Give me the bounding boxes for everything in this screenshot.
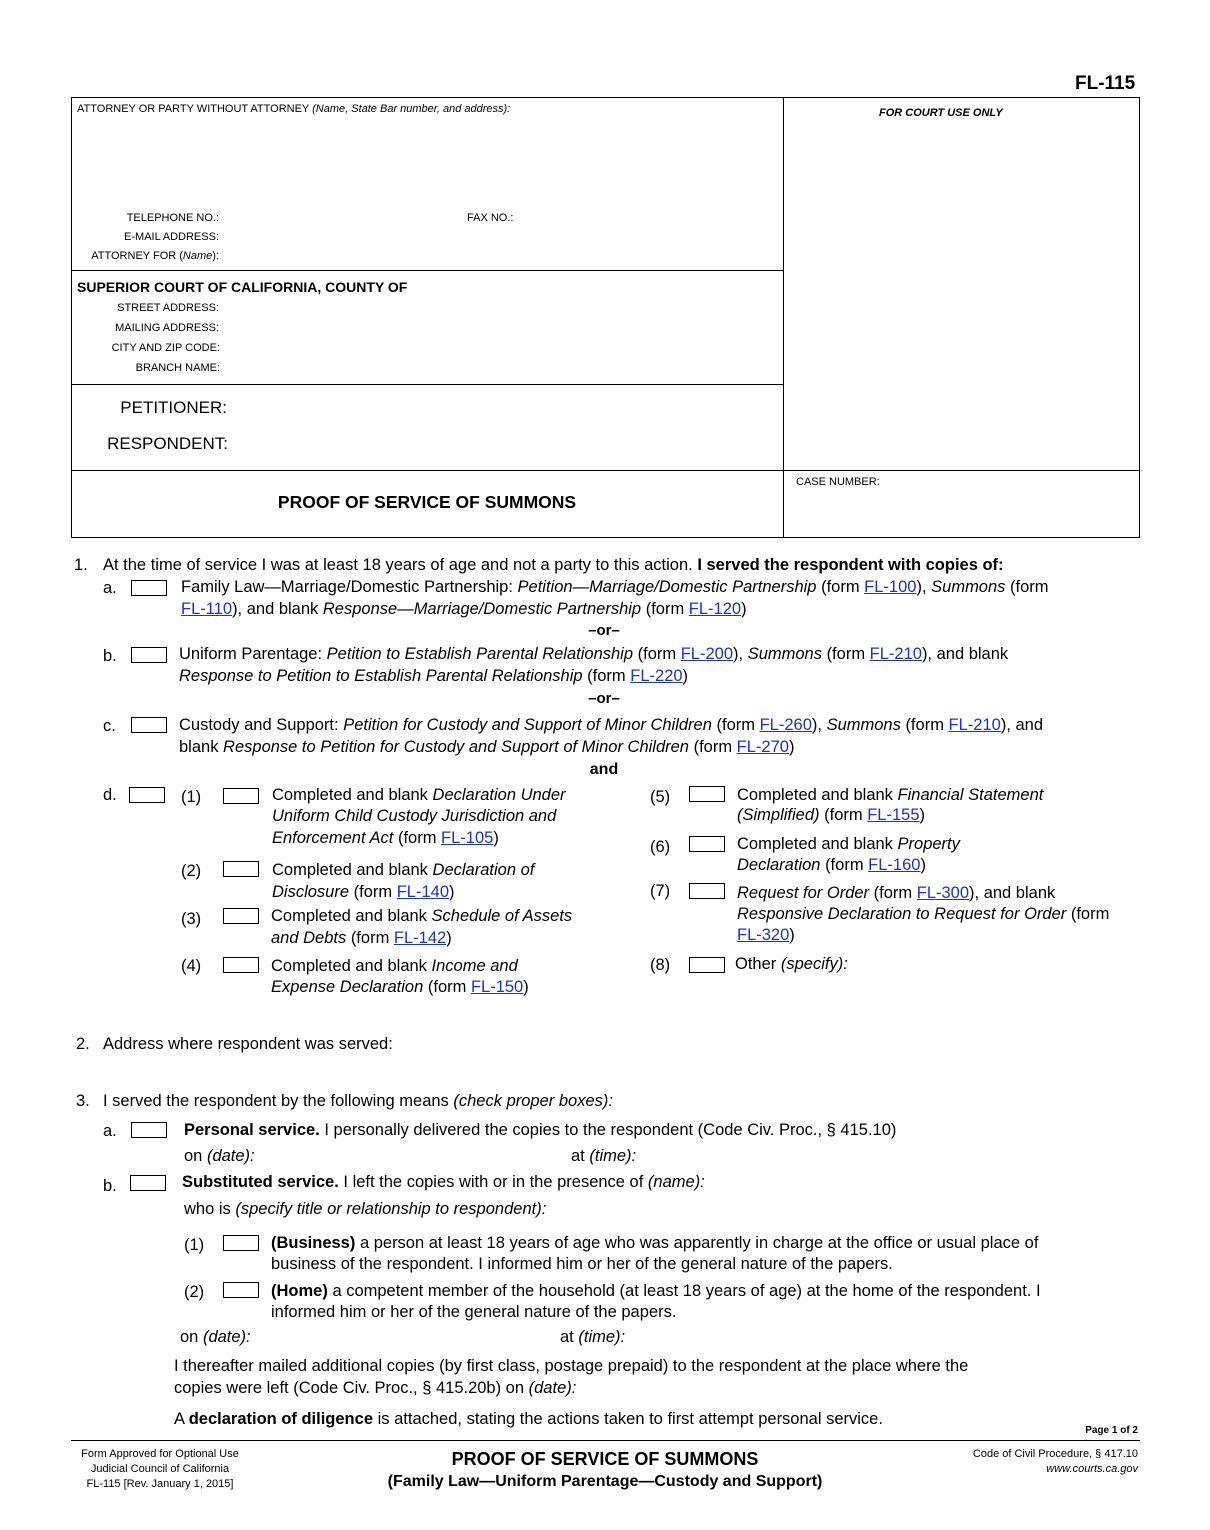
item1d6-line2: Declaration (form FL-160) bbox=[737, 856, 926, 874]
form-link[interactable]: FL-210 bbox=[869, 645, 922, 663]
form-link[interactable]: FL-200 bbox=[680, 645, 733, 663]
attorney-for-label: ATTORNEY FOR (Name): bbox=[91, 250, 219, 262]
footer-title: PROOF OF SERVICE OF SUMMONS bbox=[451, 1449, 759, 1469]
petitioner-label: PETITIONER: bbox=[120, 398, 227, 417]
item1a-line2: FL-110), and blank Response—Marriage/Domestic Partnership (form FL-120) bbox=[181, 600, 747, 618]
item1c-checkbox[interactable] bbox=[131, 717, 167, 733]
item1d5-checkbox[interactable] bbox=[689, 786, 725, 802]
form-link[interactable]: FL-210 bbox=[948, 716, 1001, 734]
form-link[interactable]: FL-140 bbox=[396, 883, 449, 901]
divider bbox=[71, 384, 783, 385]
or-separator: –or– bbox=[588, 622, 620, 639]
item1a-checkbox[interactable] bbox=[131, 580, 167, 596]
subitem-number: (7) bbox=[650, 882, 671, 900]
footer-subtitle: (Family Law—Uniform Parentage—Custody and Support) bbox=[387, 1473, 823, 1490]
item1b-checkbox[interactable] bbox=[131, 647, 167, 663]
form-link[interactable]: FL-260 bbox=[759, 716, 812, 734]
form-link[interactable]: FL-155 bbox=[867, 806, 920, 824]
form-link[interactable]: FL-300 bbox=[916, 884, 970, 902]
item1c-line2: blank Response to Petition for Custody and Support of Minor Children (form FL-270) bbox=[179, 738, 795, 756]
item1c-line1: Custody and Support: Petition for Custody and Support of Minor Children (form FL-260), Summons (form FL-210), and bbox=[179, 716, 1044, 734]
item3b2-line1: (Home) a competent member of the household (at least 18 years of age) at the home of the respondent. I bbox=[271, 1282, 1041, 1300]
subitem-number: (5) bbox=[650, 788, 671, 806]
item1d4-line1: Completed and blank Income and bbox=[271, 957, 518, 975]
item3b2-line2: informed him or her of the general nature of the papers. bbox=[271, 1303, 677, 1321]
case-number-label: CASE NUMBER: bbox=[796, 476, 880, 488]
branch-name-label: BRANCH NAME: bbox=[135, 362, 220, 374]
item-letter: a. bbox=[103, 1122, 117, 1140]
item-number: 2. bbox=[76, 1035, 90, 1053]
item1d7-checkbox[interactable] bbox=[689, 883, 725, 899]
item1d5-line2: (Simplified) (form FL-155) bbox=[737, 806, 925, 824]
item-letter: d. bbox=[103, 786, 117, 804]
item3b1-checkbox[interactable] bbox=[223, 1235, 259, 1251]
item1d8-checkbox[interactable] bbox=[689, 957, 725, 973]
form-link[interactable]: FL-142 bbox=[393, 929, 447, 947]
item1d2-line1: Completed and blank Declaration of bbox=[272, 861, 535, 879]
form-link[interactable]: FL-320 bbox=[737, 926, 790, 944]
item1b-line2: Response to Petition to Establish Parental Relationship (form FL-220) bbox=[179, 667, 689, 685]
item1b-line1: Uniform Parentage: Petition to Establish Parental Relationship (form FL-200), Summons (form FL-210), and blank bbox=[179, 645, 1009, 663]
item1d3-line2: and Debts (form FL-142) bbox=[271, 929, 452, 947]
item1d5-line1: Completed and blank Financial Statement bbox=[737, 786, 1044, 804]
item1d2-line2: Disclosure (form FL-140) bbox=[272, 883, 455, 901]
item3a-date: on (date): bbox=[184, 1147, 255, 1165]
form-link[interactable]: FL-150 bbox=[470, 978, 524, 996]
caption-box bbox=[71, 97, 1140, 538]
item1d3-line1: Completed and blank Schedule of Assets bbox=[271, 907, 573, 925]
subitem-number: (2) bbox=[184, 1283, 205, 1301]
item-number: 3. bbox=[76, 1092, 90, 1110]
footer-left-line3: FL-115 [Rev. January 1, 2015] bbox=[86, 1478, 234, 1490]
subitem-number: (3) bbox=[181, 910, 202, 928]
form-link[interactable]: FL-105 bbox=[441, 829, 494, 847]
page-number: Page 1 of 2 bbox=[1085, 1425, 1138, 1436]
divider bbox=[71, 270, 783, 271]
subitem-number: (4) bbox=[181, 957, 202, 975]
item3-diligence: A declaration of diligence is attached, stating the actions taken to first attempt personal service. bbox=[174, 1410, 883, 1428]
footer-left-line2: Judicial Council of California bbox=[90, 1463, 230, 1475]
item3b-date: on (date): bbox=[180, 1328, 251, 1346]
item3-mail-line1: I thereafter mailed additional copies (by first class, postage prepaid) to the respondent at the place where the bbox=[174, 1357, 969, 1375]
attorney-label: ATTORNEY OR PARTY WITHOUT ATTORNEY (Name, State Bar number, and address): bbox=[77, 103, 511, 115]
item1d7-line3: FL-320) bbox=[737, 926, 795, 944]
item2-text: Address where respondent was served: bbox=[103, 1035, 393, 1053]
respondent-label: RESPONDENT: bbox=[107, 434, 228, 453]
form-link[interactable]: FL-160 bbox=[868, 856, 921, 874]
or-separator: –or– bbox=[588, 690, 620, 707]
item3b2-checkbox[interactable] bbox=[223, 1282, 259, 1298]
item-number: 1. bbox=[74, 556, 88, 574]
footer-website[interactable]: www.courts.ca.gov bbox=[1046, 1463, 1138, 1475]
and-separator: and bbox=[589, 761, 619, 778]
item1d1-checkbox[interactable] bbox=[223, 788, 259, 804]
item1d2-checkbox[interactable] bbox=[223, 861, 259, 877]
item1d4-checkbox[interactable] bbox=[223, 957, 259, 973]
item1d6-checkbox[interactable] bbox=[689, 836, 725, 852]
document-title: PROOF OF SERVICE OF SUMMONS bbox=[277, 492, 577, 512]
item1a-line1: Family Law—Marriage/Domestic Partnership: Petition—Marriage/Domestic Partnership (form FL-100), Summons (form bbox=[181, 578, 1049, 596]
item1d1-line1: Completed and blank Declaration Under bbox=[272, 786, 566, 804]
form-id: FL-115 bbox=[1075, 73, 1136, 94]
item1d7-line2: Responsive Declaration to Request for Order (form bbox=[737, 905, 1110, 923]
item1-intro: At the time of service I was at least 18 years of age and not a party to this action. I served the respondent with copies of: bbox=[103, 556, 1004, 574]
email-label: E-MAIL ADDRESS: bbox=[124, 231, 219, 243]
item3b1-line2: business of the respondent. I informed him or her of the general nature of the papers. bbox=[271, 1255, 893, 1273]
telephone-label: TELEPHONE NO.: bbox=[126, 212, 219, 224]
city-zip-label: CITY AND ZIP CODE: bbox=[111, 342, 220, 354]
subitem-number: (8) bbox=[650, 956, 671, 974]
item1d-checkbox[interactable] bbox=[129, 787, 165, 803]
item3-intro: I served the respondent by the following means (check proper boxes): bbox=[103, 1092, 613, 1110]
footer-left-line1: Form Approved for Optional Use bbox=[81, 1448, 239, 1460]
footer-code: Code of Civil Procedure, § 417.10 bbox=[972, 1448, 1138, 1460]
subitem-number: (2) bbox=[181, 862, 202, 880]
fax-label: FAX NO.: bbox=[467, 212, 514, 224]
court-title: SUPERIOR COURT OF CALIFORNIA, COUNTY OF bbox=[77, 279, 408, 295]
item-letter: a. bbox=[103, 579, 117, 597]
item-letter: b. bbox=[103, 1177, 117, 1195]
subitem-number: (1) bbox=[181, 788, 202, 806]
item3b-who: who is (specify title or relationship to respondent): bbox=[184, 1200, 547, 1218]
form-link[interactable]: FL-270 bbox=[736, 738, 789, 756]
item1d6-line1: Completed and blank Property bbox=[737, 835, 960, 853]
item3a-time: at (time): bbox=[571, 1147, 637, 1165]
item3-mail-line2: copies were left (Code Civ. Proc., § 415.20b) on (date): bbox=[174, 1379, 577, 1397]
item-letter: c. bbox=[103, 717, 116, 735]
form-link[interactable]: FL-120 bbox=[688, 600, 742, 618]
item1d1-line3: Enforcement Act (form FL-105) bbox=[272, 829, 499, 847]
form-link[interactable]: FL-220 bbox=[630, 667, 683, 685]
item3b-checkbox[interactable] bbox=[130, 1175, 166, 1191]
item1d4-line2: Expense Declaration (form FL-150) bbox=[271, 978, 529, 996]
caption-divider bbox=[783, 97, 784, 538]
item1d7-line1: Request for Order (form FL-300), and blank bbox=[737, 884, 1056, 902]
subitem-number: (6) bbox=[650, 838, 671, 856]
form-link[interactable]: FL-110 bbox=[181, 600, 233, 618]
form-link[interactable]: FL-100 bbox=[864, 578, 917, 596]
footer-rule bbox=[71, 1440, 1140, 1441]
item3b-time: at (time): bbox=[560, 1328, 626, 1346]
item1d1-line2: Uniform Child Custody Jurisdiction and bbox=[272, 807, 557, 825]
divider bbox=[71, 470, 1140, 471]
item-letter: b. bbox=[103, 647, 117, 665]
item3b-line1: Substituted service. I left the copies with or in the presence of (name): bbox=[182, 1173, 705, 1191]
item1d3-checkbox[interactable] bbox=[223, 908, 259, 924]
court-use-only: FOR COURT USE ONLY bbox=[879, 107, 1003, 119]
item3a-line1: Personal service. I personally delivered the copies to the respondent (Code Civ. Proc., § 415.10) bbox=[184, 1121, 897, 1139]
item3b1-line1: (Business) a person at least 18 years of age who was apparently in charge at the office or usual place of bbox=[271, 1234, 1039, 1252]
subitem-number: (1) bbox=[184, 1236, 205, 1254]
item3a-checkbox[interactable] bbox=[131, 1122, 167, 1138]
mailing-address-label: MAILING ADDRESS: bbox=[115, 322, 219, 334]
item1d8-line1: Other (specify): bbox=[735, 955, 848, 973]
street-address-label: STREET ADDRESS: bbox=[117, 302, 219, 314]
